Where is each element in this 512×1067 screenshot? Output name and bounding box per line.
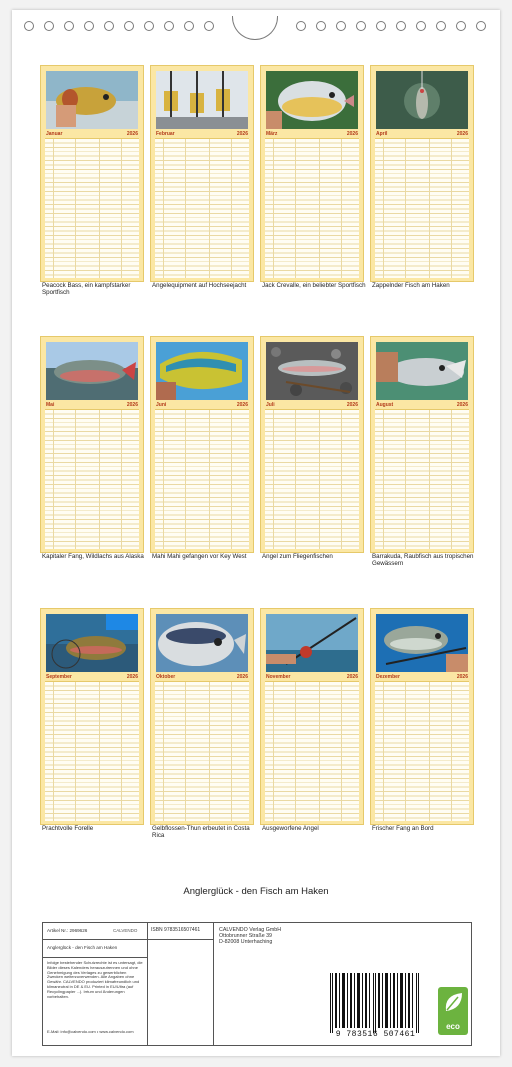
eco-badge [438,987,468,1035]
month-photo [266,614,358,672]
eco-label: eco [446,1022,460,1031]
month-header [45,130,139,138]
planner-grid [45,138,139,278]
month-year: 2026 [456,402,468,408]
month-year: 2026 [236,402,248,408]
month-year: 2026 [236,674,248,680]
month-header [265,130,359,138]
month-year: 2026 [126,674,138,680]
publisher-street: Ottobrunner Straße 39 [219,933,272,939]
month-header [155,673,249,681]
month-panel-april [370,65,474,282]
month-panel-november [260,608,364,825]
month-panel-september [40,608,144,825]
month-header [375,673,469,681]
month-photo [266,71,358,129]
month-year: 2026 [346,674,358,680]
month-header [45,673,139,681]
month-caption: Peacock Bass, ein kampfstarker Sportfisch [42,282,131,297]
month-name: August [376,402,394,408]
calendar-title: Anglerglück - den Fisch am Haken [183,886,329,897]
month-year: 2026 [456,131,468,137]
month-header [265,673,359,681]
binding-hole [144,21,154,31]
month-caption: Prachtvolle Forelle [42,825,94,832]
month-panel-oktober [150,608,254,825]
leaf-icon [438,987,468,1017]
binding-hole [356,21,366,31]
month-header [265,401,359,409]
binding-hole [336,21,346,31]
binding-hole [104,21,114,31]
month-name: Oktober [156,674,176,680]
month-header [375,401,469,409]
isbn: ISBN 9783516507461 [151,927,201,933]
binding-hole [296,21,306,31]
month-name: März [266,131,278,137]
month-photo [376,614,468,672]
month-year: 2026 [126,131,138,137]
month-year: 2026 [346,402,358,408]
month-header [45,401,139,409]
month-caption: Angelequipment auf Hochseejacht [152,282,247,289]
binding-hole [204,21,214,31]
binding-hole [44,21,54,31]
binding-hole [184,21,194,31]
month-caption: Mahi Mahi gefangen vor Key West [152,553,247,560]
imprint-box [42,922,472,1046]
month-panel-maerz [260,65,364,282]
hanger-cutout [232,16,278,40]
month-photo [156,342,248,400]
planner-grid [265,409,359,549]
binding-hole [436,21,446,31]
legal-notice: Infolge bestehender Schutzrechte ist es untersagt, die Bilder dieses Kalenders herauszutrennen und ohne Genehmigung des Verlages zu gewerblichen Zwecken weiterzuverwenden. Alle Angaben ohne Gewähr. CALVENDO produziert klimafreundlich und klimaneutral in DE & EU. Printed in EU/Ultra (auf Recyclingpapier ...). Irrtum und Änderungen vorbehalten. [47,960,143,999]
month-header [155,130,249,138]
month-panel-august [370,336,474,553]
month-photo [46,71,138,129]
product-name: Anglerglück - den Fisch am Haken [47,945,118,950]
planner-grid [155,409,249,549]
planner-grid [45,681,139,821]
month-year: 2026 [126,402,138,408]
binding-hole [376,21,386,31]
month-panel-juni [150,336,254,553]
planner-grid [155,681,249,821]
month-caption: Angel zum Fliegenfischen [262,553,333,560]
planner-grid [45,409,139,549]
binding-hole [84,21,94,31]
binding-hole [164,21,174,31]
publisher-city: D-82008 Unterhaching [219,939,273,945]
planner-grid [375,409,469,549]
month-name: September [46,674,72,680]
binding-hole [124,21,134,31]
month-panel-mai [40,336,144,553]
month-name: Juli [266,402,275,408]
month-photo [46,614,138,672]
month-year: 2026 [456,674,468,680]
binding-hole [316,21,326,31]
calendar-page [12,10,500,1056]
month-name: April [376,131,388,137]
barcode-digits: 9 783516 507461 [335,1030,416,1039]
month-year: 2026 [236,131,248,137]
publisher-name: CALVENDO Verlag GmbH [219,927,282,933]
month-name: Dezember [376,674,400,680]
binding-hole [476,21,486,31]
month-panel-dezember [370,608,474,825]
month-header [155,401,249,409]
month-header [375,130,469,138]
article-number: Artikel Nr.: 2969626 [47,928,88,933]
planner-grid [375,138,469,278]
month-caption: Frischer Fang an Bord [372,825,434,832]
planner-grid [265,681,359,821]
month-photo [156,614,248,672]
planner-grid [375,681,469,821]
binding-hole [396,21,406,31]
binding-hole [24,21,34,31]
contact-info: E-Mail: info@calvendo.com • www.calvendo.com [47,1029,134,1034]
publisher-logo: CALVENDO [113,928,138,933]
month-photo [46,342,138,400]
month-caption: Barrakuda, Raubfisch aus tropischen Gewässern [372,553,474,568]
month-year: 2026 [346,131,358,137]
month-photo [266,342,358,400]
month-panel-juli [260,336,364,553]
month-photo [376,342,468,400]
month-caption: Kapitaler Fang, Wildlachs aus Alaska [42,553,144,560]
month-photo [376,71,468,129]
binding-hole [456,21,466,31]
spiral-binding [12,18,500,34]
month-name: Februar [156,131,175,137]
month-photo [156,71,248,129]
month-name: Juni [156,402,167,408]
binding-hole [64,21,74,31]
barcode [328,973,423,1033]
binding-hole [416,21,426,31]
month-caption: Zappelnder Fisch am Haken [372,282,450,289]
month-caption: Ausgeworfene Angel [262,825,319,832]
month-caption: Gelbflossen-Thun erbeutet in Costa Rica [152,825,250,840]
planner-grid [265,138,359,278]
planner-grid [155,138,249,278]
month-name: Mai [46,402,55,408]
month-name: Januar [46,131,63,137]
month-caption: Jack Crevalle, ein beliebter Sportfisch [262,282,366,289]
month-panel-januar [40,65,144,282]
month-name: November [266,674,291,680]
month-panel-februar [150,65,254,282]
